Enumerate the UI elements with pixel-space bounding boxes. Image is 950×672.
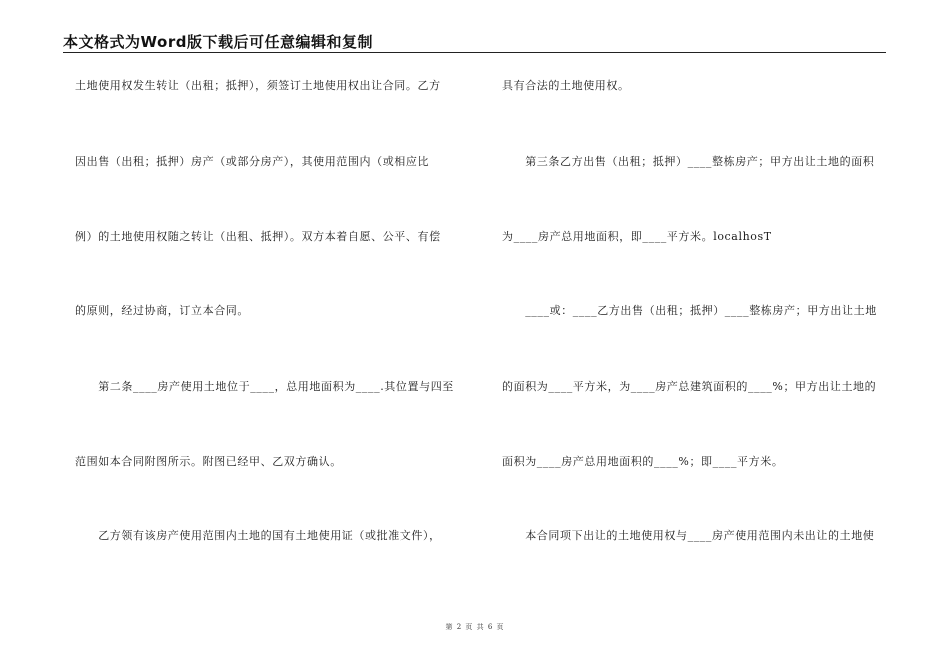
text-line: 本合同项下出让的土地使用权与____房产使用范围内未出让的土地使 [502, 529, 875, 542]
text-line: 面积为____房产总用地面积的____%；即____平方米。 [502, 455, 784, 468]
text-line: 具有合法的土地使用权。 [502, 79, 630, 92]
text-line: 的原则，经过协商，订立本合同。 [75, 304, 249, 317]
header-divider [63, 52, 886, 53]
page-number-footer: 第 2 页 共 6 页 [445, 623, 505, 631]
text-line: ____或：____乙方出售（出租；抵押）____整栋房产；甲方出让土地 [502, 304, 877, 317]
text-line: 土地使用权发生转让（出租；抵押），须签订土地使用权出让合同。乙方 [75, 79, 441, 92]
text-line: 例）的土地使用权随之转让（出租、抵押）。双方本着自愿、公平、有偿 [75, 230, 441, 243]
document-header-title: 本文格式为Word版下载后可任意编辑和复制 [63, 33, 373, 51]
text-line: 乙方领有该房产使用范围内土地的国有土地使用证（或批准文件）， [75, 529, 441, 542]
text-line: 第三条乙方出售（出租；抵押）____整栋房产；甲方出让土地的面积 [502, 155, 875, 168]
text-line: 范围如本合同附图所示。附图已经甲、乙双方确认。 [75, 455, 342, 468]
text-line: 因出售（出租；抵押）房产（或部分房产），其使用范围内（或相应比 [75, 155, 430, 168]
text-line: 第二条____房产使用土地位于____，总用地面积为____.其位置与四至 [75, 380, 454, 393]
text-line: 为____房产总用地面积，即____平方米。localhosT [502, 230, 772, 243]
text-line: 的面积为____平方米，为____房产总建筑面积的____%；甲方出让土地的 [502, 380, 877, 393]
